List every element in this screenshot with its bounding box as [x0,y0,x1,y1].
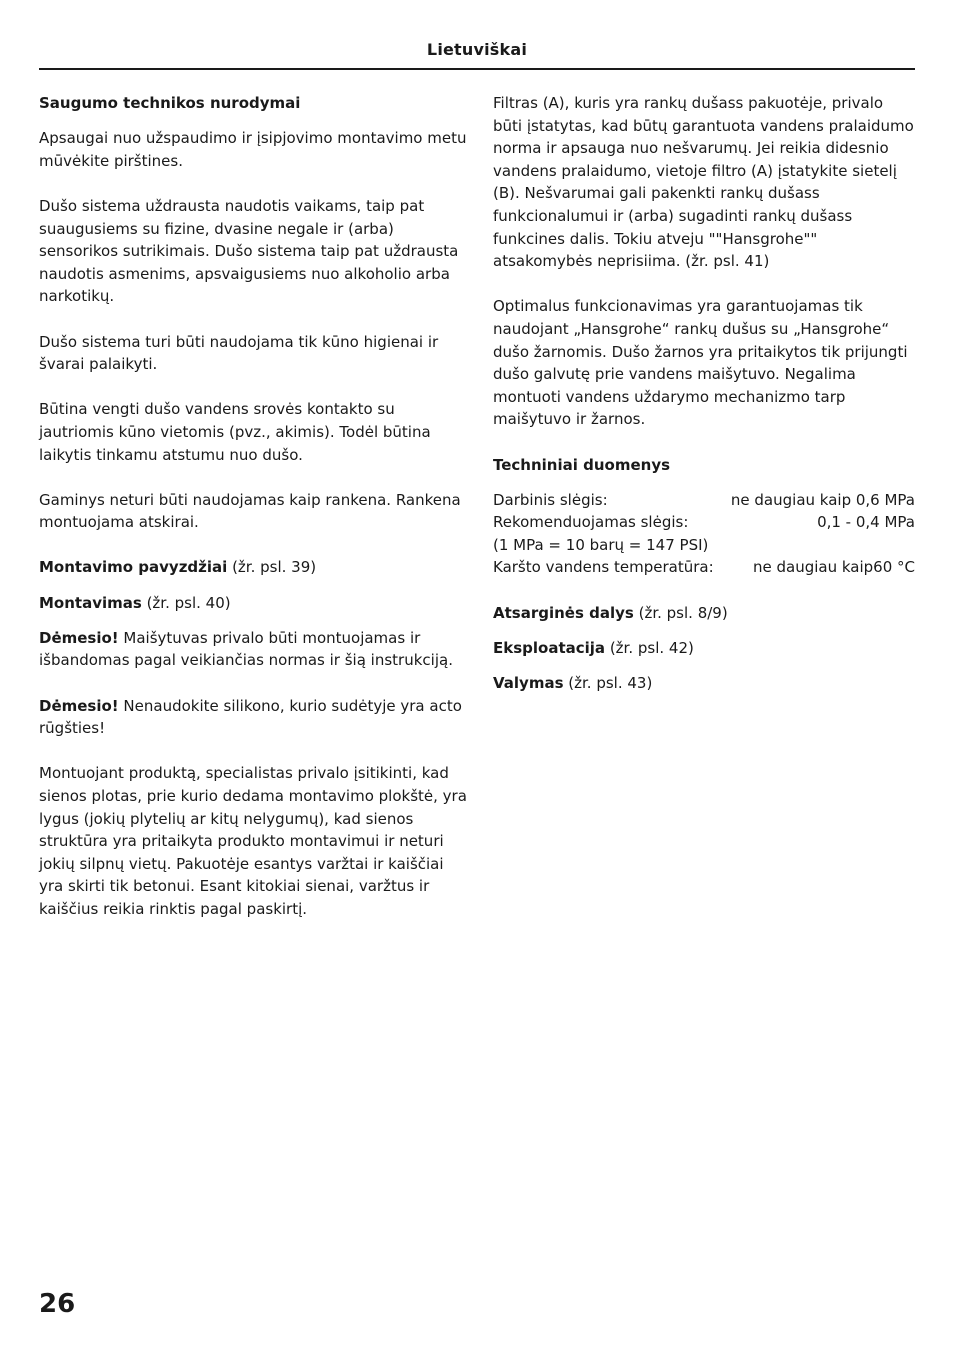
attention-label: Dėmesio! [39,696,119,715]
spec-row-recommended-pressure [493,511,915,534]
left-column [39,92,467,921]
installation-paragraph: Montuojant produktą, specialistas privalo įsitikinti, kad sienos plotas, prie kurio dedama montavimo plokštė, yra lygus (jokių plytelių ar kitų nelygumų), kad sienos struktūra yra pritaikyta produkto montavimui ir neturi jokių silpnų vietų. Pakuotėje esantys varžtai ir kaiščiai yra skirti tik betonui. Esant kitokiai sienai, varžtus ir kaiščius reikia rinktis pagal paskirtį. [39,764,467,918]
filter-paragraph: Filtras (A), kuris yra rankų dušass pakuotėje, privalo būti įstatytas, kad būtų garantuota vandens pralaidumo norma ir apsauga nuo nešvarumų. Jei reikia didesnio vandens pralaidumo, vietoje filtro (A) įstatykite sietelį (B). Nešvarumai gali pakenkti rankų dušass funkcionalumui ir (arba) sugadinti rankų dušass funkcines dalis. Tokiu atveju ""Hansgrohe"" atsakomybės neprisiima. (žr. psl. 41) [493,94,914,271]
safety-paragraph-handle: Gaminys neturi būti naudojamas kaip rankena. Rankena montuojama atskirai. [39,490,461,532]
cleaning-page-ref: (žr. psl. 43) [563,674,653,693]
examples-page-ref: (žr. psl. 39) [227,558,317,577]
operation-heading: Eksploatacija [493,638,606,657]
safety-heading: Saugumo technikos nurodymai [39,94,301,112]
attention-silicone-text: Nenaudokite silikono, kurio sudėtyje yra acto rūgšties! [39,696,462,738]
optimal-function-paragraph: Optimalus funkcionavimas yra garantuojamas tik naudojant „Hansgrohe“ rankų dušus su „Hansgrohe“ dušo žarnomis. Dušo žarnos yra pritaikytos tik prijungti dušo galvutę prie vandens maišytuvo. Negalima montuoti vandens uždarymo mechanizmo tarp maišytuvo ir žarnos. [493,297,908,429]
spec-label: Karšto vandens temperatūra: [493,558,714,577]
safety-paragraph-hygiene: Dušo sistema turi būti naudojama tik kūno higienai ir švarai palaikyti. [39,332,439,374]
mounting-line [39,592,467,615]
right-column [493,92,915,695]
spec-value: ne daugiau kaip 0,6 MPa [730,490,915,509]
header-divider [39,68,915,70]
spare-parts-line [493,602,915,625]
spec-row-hot-water-temperature [493,556,915,579]
spec-row-working-pressure [493,489,915,512]
spec-label: Rekomenduojamas slėgis: [493,513,689,532]
cleaning-heading: Valymas [493,674,564,693]
examples-line [39,556,467,579]
attention-norms-text: Maišytuvas privalo būti montuojamas ir išbandomas pagal veikiančias normas ir šią instrukciją. [39,628,453,670]
page-number: 26 [39,1289,76,1319]
spec-value: 0,1 - 0,4 MPa [817,513,915,532]
spec-value: ne daugiau kaip60 °C [752,558,915,577]
attention-norms [39,627,467,672]
spec-unit-note: (1 MPa = 10 barų = 147 PSI) [493,535,709,554]
safety-paragraph-gloves: Apsaugai nuo užspaudimo ir įsipjovimo montavimo metu mūvėkite pirštines. [39,129,467,170]
cleaning-line [493,672,915,695]
attention-label: Dėmesio! [39,628,119,647]
mounting-heading: Montavimas [39,593,142,612]
examples-heading: Montavimo pavyzdžiai [39,558,228,577]
safety-paragraph-children: Dušo sistema uždrausta naudotis vaikams, taip pat suaugusiems su fizine, dvasine negale ir (arba) sensorikos sutrikimais. Dušo sistema taip pat uždrausta naudotis asmenims, apsvaigusiems nuo alkoholio arba narkotikų. [39,196,459,306]
operation-line [493,637,915,660]
safety-paragraph-eyes: Būtina vengti dušo vandens srovės kontakto su jautriomis kūno vietomis (pvz., akimis). Todėl būtina laikytis tinkamu atstumu nuo dušo. [39,400,431,464]
tech-data-heading: Techniniai duomenys [493,455,671,474]
mounting-page-ref: (žr. psl. 40) [141,593,231,612]
operation-page-ref: (žr. psl. 42) [605,638,694,657]
page-header-title: Lietuviškai [426,40,528,59]
spare-parts-heading: Atsarginės dalys [493,603,634,622]
spare-parts-page-ref: (žr. psl. 8/9) [633,603,728,622]
spec-label: Darbinis slėgis: [493,490,608,509]
attention-silicone [39,695,467,740]
tech-specs [493,489,915,579]
